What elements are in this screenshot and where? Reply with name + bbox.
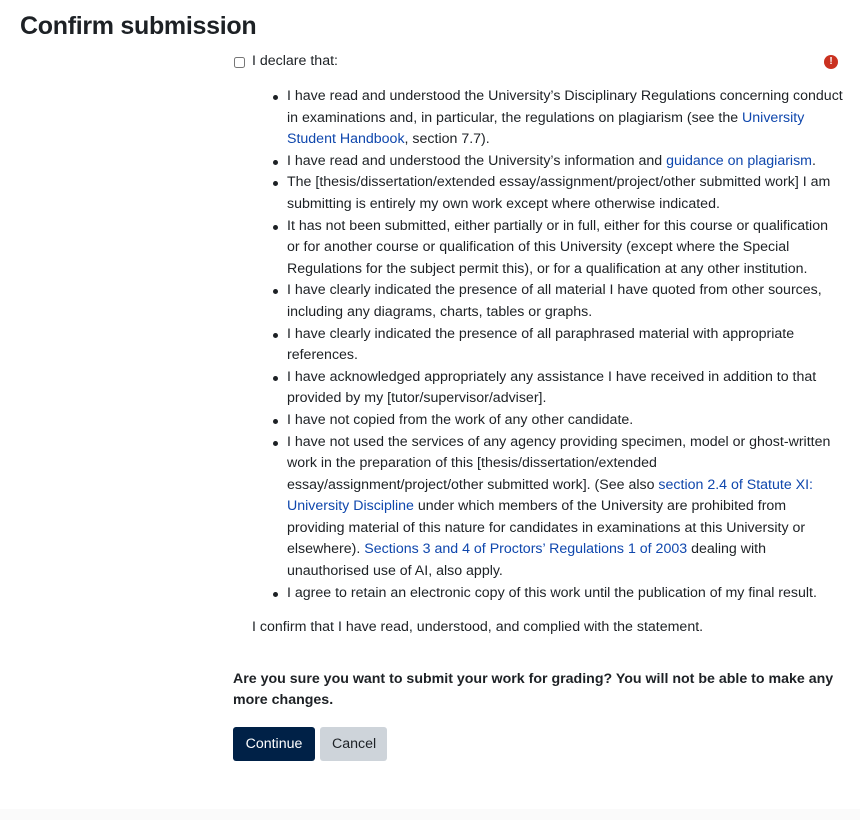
declaration-text: I have clearly indicated the presence of all material I have quoted from other sources, including any diagrams, charts, tables or graphs. — [287, 282, 822, 320]
declaration-text: I have not used the services of any agency providing specimen, model or ghost-written work in the preparation of this [thesis/dissertation/extended essay/assignment/project/other submitted work]. (See also — [287, 433, 831, 493]
declaration-form — [233, 52, 843, 761]
declaration-text: I have clearly indicated the presence of all paraphrased material with appropriate references. — [287, 325, 795, 364]
declaration-checkbox[interactable] — [234, 57, 245, 68]
declaration-link[interactable]: guidance on plagiarism — [666, 152, 813, 169]
declaration-text: It has not been submitted, either partially or in full, either for this course or qualification or for another course or qualification of this University (except where the Special Regulations for the subject permit this), or for a qualification at any other institution. — [287, 217, 828, 277]
declaration-item — [287, 216, 843, 281]
declaration-checkbox-row[interactable] — [233, 52, 843, 72]
declaration-item — [287, 172, 843, 215]
declaration-checkbox-label: I declare that: — [252, 53, 338, 70]
declaration-item — [287, 86, 843, 151]
required-exclamation-icon: ! — [824, 55, 838, 69]
declaration-item — [287, 151, 843, 173]
declaration-item — [287, 280, 843, 323]
declaration-text: I have not copied from the work of any other candidate. — [287, 411, 634, 428]
declaration-link[interactable]: University Student Handbook — [287, 109, 805, 148]
footer-strip — [0, 809, 860, 820]
declaration-item — [287, 367, 843, 410]
submit-question: Are you sure you want to submit your work for grading? You will not be able to make any more changes. — [233, 670, 834, 709]
declaration-item — [287, 583, 843, 605]
continue-button[interactable]: Continue — [233, 727, 315, 761]
page-title: Confirm submission — [20, 12, 257, 40]
declaration-list — [233, 86, 843, 604]
declaration-text: I have acknowledged appropriately any assistance I have received in addition to that provided by my [tutor/supervisor/adviser]. — [287, 368, 817, 407]
declaration-text: dealing with unauthorised use of AI, also apply. — [287, 541, 766, 580]
declaration-link[interactable]: Sections 3 and 4 of Proctors’ Regulations 1 of 2003 — [364, 541, 688, 558]
declaration-text: I agree to retain an electronic copy of this work until the publication of my final result. — [287, 584, 817, 601]
declaration-text: I have read and understood the University’s Disciplinary Regulations concerning conduct in examinations and, in particular, the regulations on plagiarism (see the — [287, 88, 843, 126]
declaration-item — [287, 432, 843, 583]
declaration-text: , section 7.7). — [404, 131, 490, 148]
declaration-text: I have read and understood the University’s information and — [287, 152, 667, 169]
declaration-link[interactable]: section 2.4 of Statute XI: University Discipline — [287, 476, 814, 515]
declaration-text: . — [812, 152, 816, 169]
cancel-button[interactable]: Cancel — [320, 727, 387, 761]
confirm-statement: I confirm that I have read, understood, and complied with the statement. — [252, 619, 704, 636]
declaration-text: under which members of the University are prohibited from providing material of this nature for candidates in examinations at this University or elsewhere). — [287, 498, 806, 558]
declaration-text: The [thesis/dissertation/extended essay/assignment/project/other submitted work] I am submitting is entirely my own work except where otherwise indicated. — [287, 174, 831, 212]
declaration-item — [287, 324, 843, 367]
button-row — [233, 727, 843, 761]
declaration-item — [287, 410, 843, 432]
